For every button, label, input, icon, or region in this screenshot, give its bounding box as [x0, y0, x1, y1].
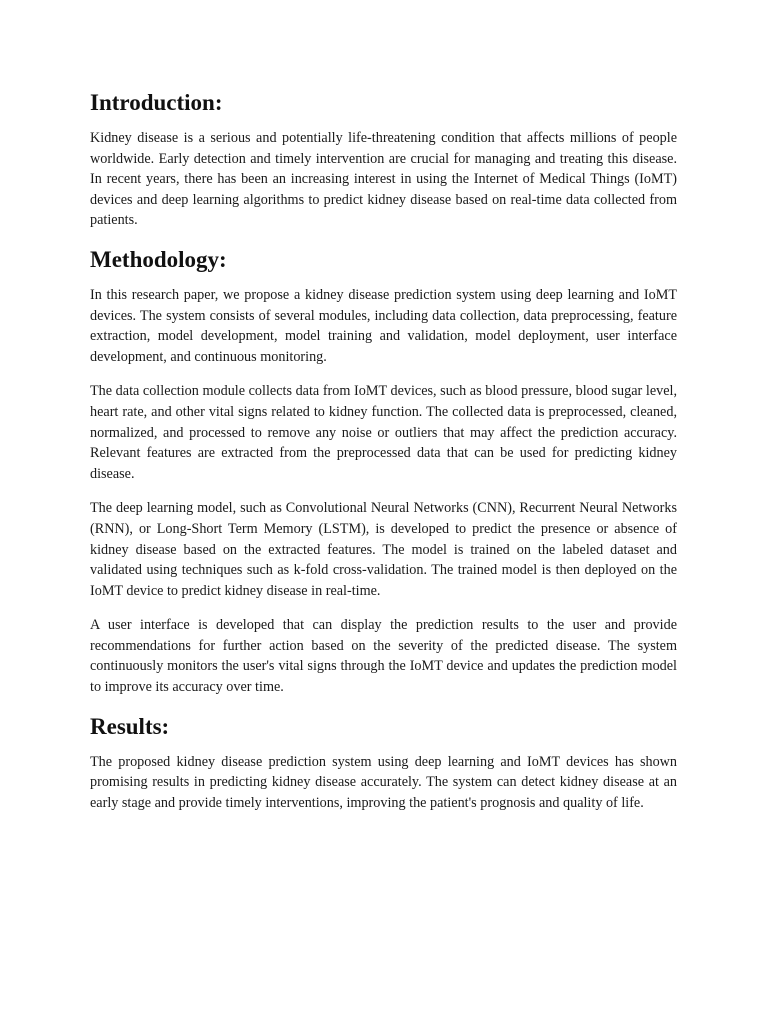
methodology-paragraph-4: A user interface is developed that can display the prediction results to the user and provide recommendations for further action based on the severity of the predicted disease. The system continuously monitors the user's vital signs through the IoMT device and updates the prediction model to improve its accuracy over time.: [90, 617, 677, 696]
methodology-paragraph-1: In this research paper, we propose a kidney disease prediction system using deep learning and IoMT devices. The system consists of several modules, including data collection, data preprocessing, feature extraction, model development, model training and validation, model deployment, user interface development, and continuous monitoring.: [90, 286, 677, 365]
section-heading-introduction: Introduction:: [90, 90, 223, 115]
methodology-paragraph-2: The data collection module collects data from IoMT devices, such as blood pressure, blood sugar level, heart rate, and other vital signs related to kidney function. The collected data is preprocessed, cleaned, normalized, and processed to remove any noise or outliers that may affect the prediction accuracy. Relevant features are extracted from the preprocessed data that can be used for predicting kidney disease.: [90, 383, 677, 482]
introduction-paragraph-1: Kidney disease is a serious and potentially life-threatening condition that affects millions of people worldwide. Early detection and timely intervention are crucial for managing and treating this disease. In recent years, there has been an increasing interest in using the Internet of Medical Things (IoMT) devices and deep learning algorithms to predict kidney disease based on real-time data collected from patients.: [90, 130, 677, 229]
section-results: [90, 712, 677, 814]
section-methodology: [90, 245, 677, 698]
document-page: [90, 88, 677, 827]
results-paragraph-1: The proposed kidney disease prediction system using deep learning and IoMT devices has shown promising results in predicting kidney disease accurately. The system can detect kidney disease at an early stage and provide timely interventions, improving the patient's prognosis and quality of life.: [90, 753, 677, 811]
section-introduction: [90, 88, 677, 231]
section-heading-results: Results:: [90, 713, 170, 739]
methodology-paragraph-3: The deep learning model, such as Convolutional Neural Networks (CNN), Recurrent Neural Networks (RNN), or Long-Short Term Memory (LSTM), is developed to predict the presence or absence of kidney disease based on the extracted features. The model is trained on the labeled dataset and validated using techniques such as k-fold cross-validation. The trained model is then deployed on the IoMT device to predict kidney disease in real-time.: [90, 500, 677, 599]
section-heading-methodology: Methodology:: [90, 246, 227, 272]
